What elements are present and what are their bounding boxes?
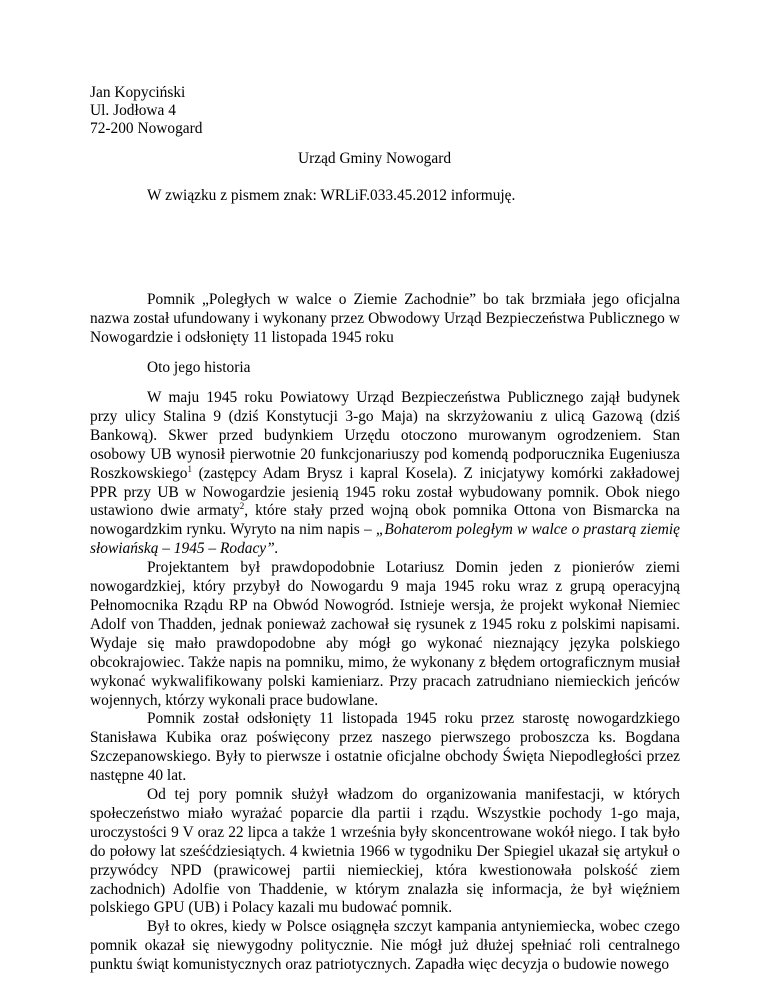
body-paragraph-4: Od tej pory pomnik służył władzom do organizowania manifestacji, w których społeczeństwo miało wyrażać poparcie dla partii i rządu. Wszystkie pochody 1-go maja, uroczystości 9 V oraz 22 lipca a także 1 września były skoncentrowane wokół niego. I tak było do połowy lat sześćdziesiątych. 4 kwietnia 1966 w tygodniku Der Spiegiel ukazał się artykuł o przywódcy NPD (prawicowej partii niemieckiej, która kwestionowała polskość ziem zachodnich) Adolfie von Thaddenie, w którym znalazła się informacja, że był więźniem polskiego GPU (UB) i Polacy kazali mu budować pomnik.	[90, 786, 680, 917]
p1-part-a: W maju 1945 roku Powiatowy Urząd Bezpieczeństwa Publicznego zajął budynek przy ulicy Stalina 9 (dziś Konstytucji 3-go Maja) na skrzyżowaniu z ulicą Gazową (dziś Bankową). Skwer przed budynkiem Urzędu otoczono murowanym ogrodzeniem. Stan osobowy UB wynosił pierwotnie 20 funkcjonariuszy pod komendą podporucznika Eugeniusza Roszkowskiego	[90, 389, 680, 482]
body-paragraph-1	[90, 389, 680, 559]
body-paragraph-5: Był to okres, kiedy w Polsce osiągnęła szczyt kampania antyniemiecka, wobec czego pomnik okazał się niewygodny politycznie. Nie mógł już dłużej spełniać roli centralnego punktu świąt komunistycznych oraz patriotycznych. Zapadła więc decyzja o budowie nowego	[90, 918, 680, 974]
intro-text: Pomnik „Poległych w walce o Ziemie Zachodnie” bo tak brzmiała jego oficjalna nazwa został ufundowany i wykonany przez Obwodowy Urząd Bezpieczeństwa Publicznego w Nowogardzie i odsłonięty 11 listopada 1945 roku	[90, 291, 680, 346]
sender-street: Ul. Jodłowa 4	[90, 102, 176, 119]
history-heading: Oto jego historia	[147, 359, 251, 376]
body-text	[90, 389, 680, 975]
recipient: Urząd Gminy Nowogard	[298, 150, 452, 167]
sender-name: Jan Kopyciński	[90, 84, 186, 101]
intro-paragraph	[90, 291, 680, 348]
body-paragraph-3: Pomnik został odsłonięty 11 listopada 1945 roku przez starostę nowogardzkiego Stanisława Kubika oraz poświęcony przez naszego pierwszego proboszcza ks. Bogdana Szczepanowskiego. Były to pierwsze i ostatnie oficjalne obchody Święta Niepodległości przez następne 40 lat.	[90, 710, 680, 785]
body-paragraph-2: Projektantem był prawdopodobnie Lotariusz Domin jeden z pionierów ziemi nowogardzkiej, który przybył do Nowogardu 9 maja 1945 roku wraz z grupą operacyjną Pełnomocnika Rządu RP na Obwód Nowogród. Istnieje wersja, że projekt wykonał Niemiec Adolf von Thadden, jednak ponieważ zachował się rysunek z 1945 roku z polskimi napisami. Wydaje się mało prawdopodobne aby mógł go wykonać nieznający języka polskiego obcokrajowiec. Także napis na pomniku, mimo, że wykonany z błędem ortograficznym musiał wykonać wykwalifikowany polski kamieniarz. Przy pracach zatrudniano niemieckich jeńców wojennych, którzy wykonali prace budowlane.	[90, 559, 680, 709]
monument-inscription: „Bohaterom poległym w walce o prastarą ziemię słowiańską – 1945 – Rodacy”.	[90, 521, 680, 558]
p1-part-b: (zastępcy Adam Brysz i kapral Kosela). Z inicjatywy komórki zakładowej PPR przy UB w Nowogardzie jesienią 1945 roku został wybudowany pomnik. Obok niego ustawiono dwie armaty	[90, 464, 680, 520]
p1-part-c: , które stały przed wojną obok pomnika Ottona von Bismarcka na nowogardzkim rynku. Wyryto na nim napis –	[90, 502, 680, 539]
reference-line: W związku z pismem znak: WRLiF.033.45.2012 informuję.	[147, 187, 516, 204]
footnote-ref-2: 2	[239, 501, 245, 512]
footnote-ref-1: 1	[187, 463, 192, 474]
sender-city: 72-200 Nowogard	[90, 120, 203, 137]
